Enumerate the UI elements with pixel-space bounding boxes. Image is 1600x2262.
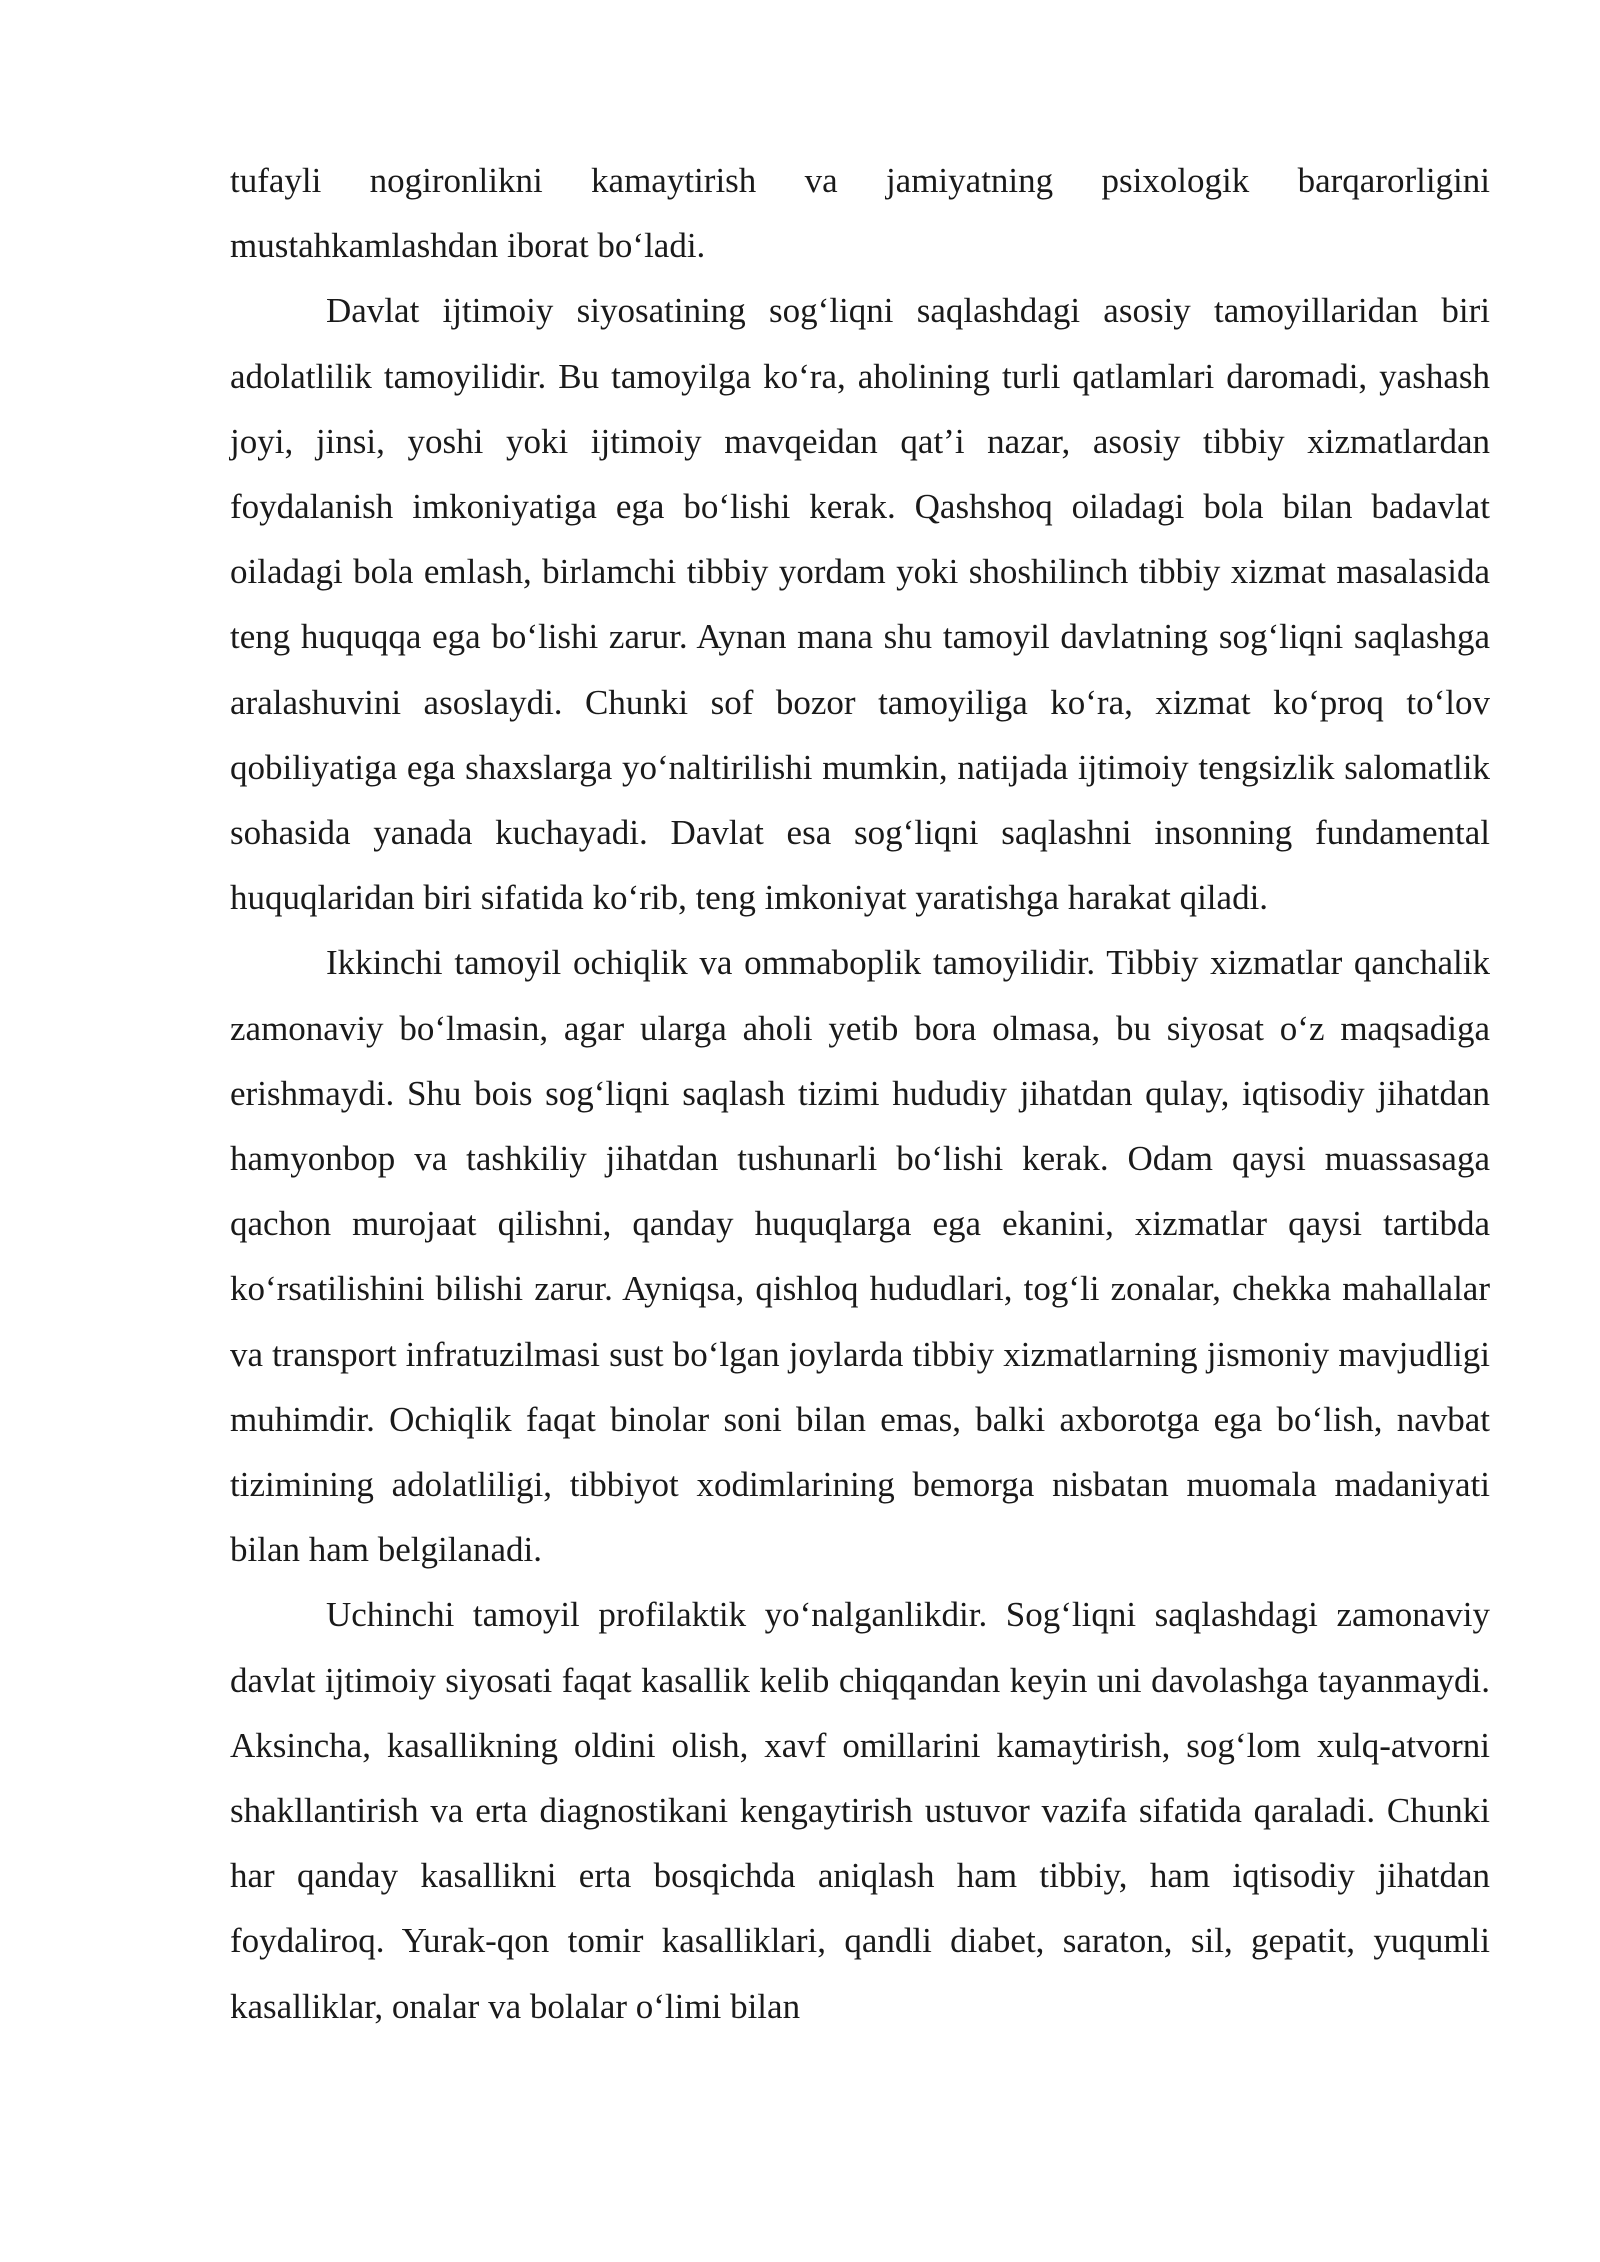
paragraph-accessibility-principle: Ikkinchi tamoyil ochiqlik va ommaboplik tamoyilidir. Tibbiy xizmatlar qanchalik zamonaviy bo‘lmasin, agar ularga aholi yetib bora olmasa, bu siyosat o‘z maqsadiga erishmaydi. Shu bois sog‘liqni saqlash tizimi hududiy jihatdan qulay, iqtisodiy jihatdan hamyonbop va tashkiliy jihatdan tushunarli bo‘lishi kerak. Odam qaysi muassasaga qachon murojaat qilishni, qanday huquqlarga ega ekanini, xizmatlar qaysi tartibda ko‘rsatilishini bilishi zarur. Ayniqsa, qishloq hududlari, tog‘li zonalar, chekka mahallalar va transport infratuzilmasi sust bo‘lgan joylarda tibbiy xizmatlarning jismoniy mavjudligi muhimdir. Ochiqlik faqat binolar soni bilan emas, balki axborotga ega bo‘lish, navbat tizimining adolatliligi, tibbiyot xodimlarining bemorga nisbatan muomala madaniyati bilan ham belgilanadi. xyxy=(230,943,1490,1570)
paragraph-prevention-principle: Uchinchi tamoyil profilaktik yo‘nalganlikdir. Sog‘liqni saqlashdagi zamonaviy davlat ijtimoiy siyosati faqat kasallik kelib chiqqandan keyin uni davolashga tayanmaydi. Aksincha, kasallikning oldini olish, xavf omillarini kamaytirish, sog‘lom xulq-atvorni shakllantirish va erta diagnostikani kengaytirish ustuvor vazifa sifatida qaraladi. Chunki har qanday kasallikni erta bosqichda aniqlash ham tibbiy, ham iqtisodiy jihatdan foydaliroq. Yurak-qon tomir kasalliklari, qandli diabet, saraton, sil, gepatit, yuqumli kasalliklar, onalar va bolalar o‘limi bilan xyxy=(230,1595,1490,2026)
paragraph-continuation: tufayli nogironlikni kamaytirish va jamiyatning psixologik barqarorligini mustahkamlashdan iborat bo‘ladi. xyxy=(230,161,1490,266)
paragraph-fairness-principle: Davlat ijtimoiy siyosatining sog‘liqni saqlashdagi asosiy tamoyillaridan biri adolatlilik tamoyilidir. Bu tamoyilga ko‘ra, aholining turli qatlamlari daromadi, yashash joyi, jinsi, yoshi yoki ijtimoiy mavqeidan qat’i nazar, asosiy tibbiy xizmatlardan foydalanish imkoniyatiga ega bo‘lishi kerak. Qashshoq oiladagi bola bilan badavlat oiladagi bola emlash, birlamchi tibbiy yordam yoki shoshilinch tibbiy xizmat masalasida teng huquqqa ega bo‘lishi zarur. Aynan mana shu tamoyil davlatning sog‘liqni saqlashga aralashuvini asoslaydi. Chunki sof bozor tamoyiliga ko‘ra, xizmat ko‘proq to‘lov qobiliyatiga ega shaxslarga yo‘naltirilishi mumkin, natijada ijtimoiy tengsizlik salomatlik sohasida yanada kuchayadi. Davlat esa sog‘liqni saqlashni insonning fundamental huquqlaridan biri sifatida ko‘rib, teng imkoniyat yaratishga harakat qiladi. xyxy=(230,291,1490,918)
document-body xyxy=(230,148,1490,2039)
